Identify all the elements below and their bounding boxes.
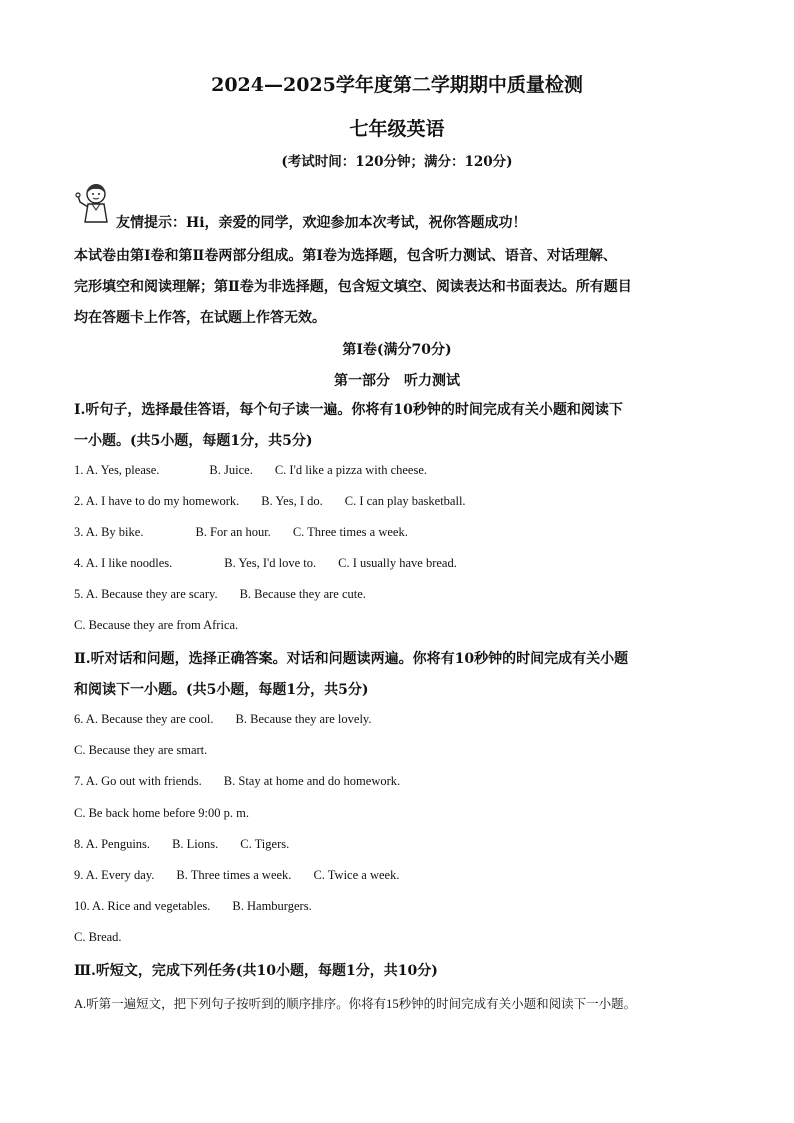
section-line: Ⅱ.听对话和问题，选择正确答案。对话和问题读两遍。你将有10秒钟的时间完成有关小题 [74,651,629,667]
section-line: 一小题。(共5小题，每题1分，共5分) [74,433,313,449]
question-8 [74,837,289,852]
option-b: B. Juice. [209,463,253,477]
option-c: C. Three times a week. [292,525,408,539]
option-c: C. Twice a week. [313,868,400,882]
section-2-heading [74,644,724,706]
question-7-option-c [74,806,249,821]
option-a: 4. A. I like noodles. [74,556,173,570]
subject-title: 七年级英语 [349,118,445,140]
option-c: C. I can play basketball. [344,494,466,508]
instruction-line: 本试卷由第Ⅰ卷和第Ⅱ卷两部分组成。第Ⅰ卷为选择题，包含听力测试、语音、对话理解、 [74,248,617,264]
exam-title: 2024—2025学年度第二学期期中质量检测 [211,74,583,96]
section-3-task-a: A.听第一遍短文，把下列句子按听到的顺序排序。你将有15秒钟的时间完成有关小题和阅读下一小题。 [74,997,637,1011]
question-10-option-c [74,930,122,945]
option-c: C. I usually have bread. [338,556,457,570]
option-c: C. Because they are smart. [74,743,208,757]
option-a: 10. A. Rice and vegetables. [74,899,211,913]
option-a: 6. A. Because they are cool. [74,712,214,726]
option-b: B. Three times a week. [176,868,292,882]
option-a: 8. A. Penguins. [74,837,151,851]
question-6-option-c [74,743,207,758]
section-3-heading [74,956,724,987]
exam-info: (考试时间：120分钟；满分：120分) [281,154,513,170]
option-b: B. Lions. [172,837,219,851]
question-10 [74,899,312,914]
part-heading: 第一部分 听力测试 [334,373,460,389]
option-c: C. I'd like a pizza with cheese. [274,463,428,477]
option-a: 1. A. Yes, please. [74,463,160,477]
option-b: B. Because they are lovely. [235,712,372,726]
option-b: B. Stay at home and do homework. [223,774,401,788]
option-b: B. Because they are cute. [239,587,366,601]
section-line: Ⅰ.听句子，选择最佳答语，每个句子读一遍。你将有10秒钟的时间完成有关小题和阅读下 [74,402,623,418]
question-3 [74,525,408,540]
question-5 [74,587,366,602]
option-a: 7. A. Go out with friends. [74,774,202,788]
volume-heading: 第Ⅰ卷(满分70分) [342,342,452,358]
option-b: B. Yes, I'd love to. [224,556,317,570]
instruction-line: 完形填空和阅读理解；第Ⅱ卷为非选择题，包含短文填空、阅读表达和书面表达。所有题目 [74,279,632,295]
option-b: B. Hamburgers. [232,899,312,913]
question-2 [74,494,466,509]
option-c: C. Because they are from Africa. [74,618,239,632]
friendly-tip: 友情提示：Hi，亲爱的同学，欢迎参加本次考试，祝你答题成功！ [116,215,527,231]
cartoon-student-icon [74,182,114,226]
section-1-heading [74,395,724,457]
question-1 [74,463,427,478]
option-a: 2. A. I have to do my homework. [74,494,240,508]
option-b: B. For an hour. [195,525,271,539]
question-6 [74,712,372,727]
question-7 [74,774,400,789]
exam-instructions [74,241,720,334]
option-c: C. Tigers. [240,837,290,851]
option-b: B. Yes, I do. [261,494,323,508]
option-a: 3. A. By bike. [74,525,144,539]
option-a: 5. A. Because they are scary. [74,587,218,601]
section-line: 和阅读下一小题。(共5小题，每题1分，共5分) [74,682,369,698]
option-a: 9. A. Every day. [74,868,155,882]
question-4 [74,556,457,571]
section-line: Ⅲ.听短文，完成下列任务(共10小题，每题1分，共10分) [74,963,438,979]
option-c: C. Bread. [74,930,122,944]
instruction-line: 均在答题卡上作答，在试题上作答无效。 [74,310,326,326]
option-c: C. Be back home before 9:00 p. m. [74,806,249,820]
question-9 [74,868,399,883]
question-5-option-c [74,618,238,633]
